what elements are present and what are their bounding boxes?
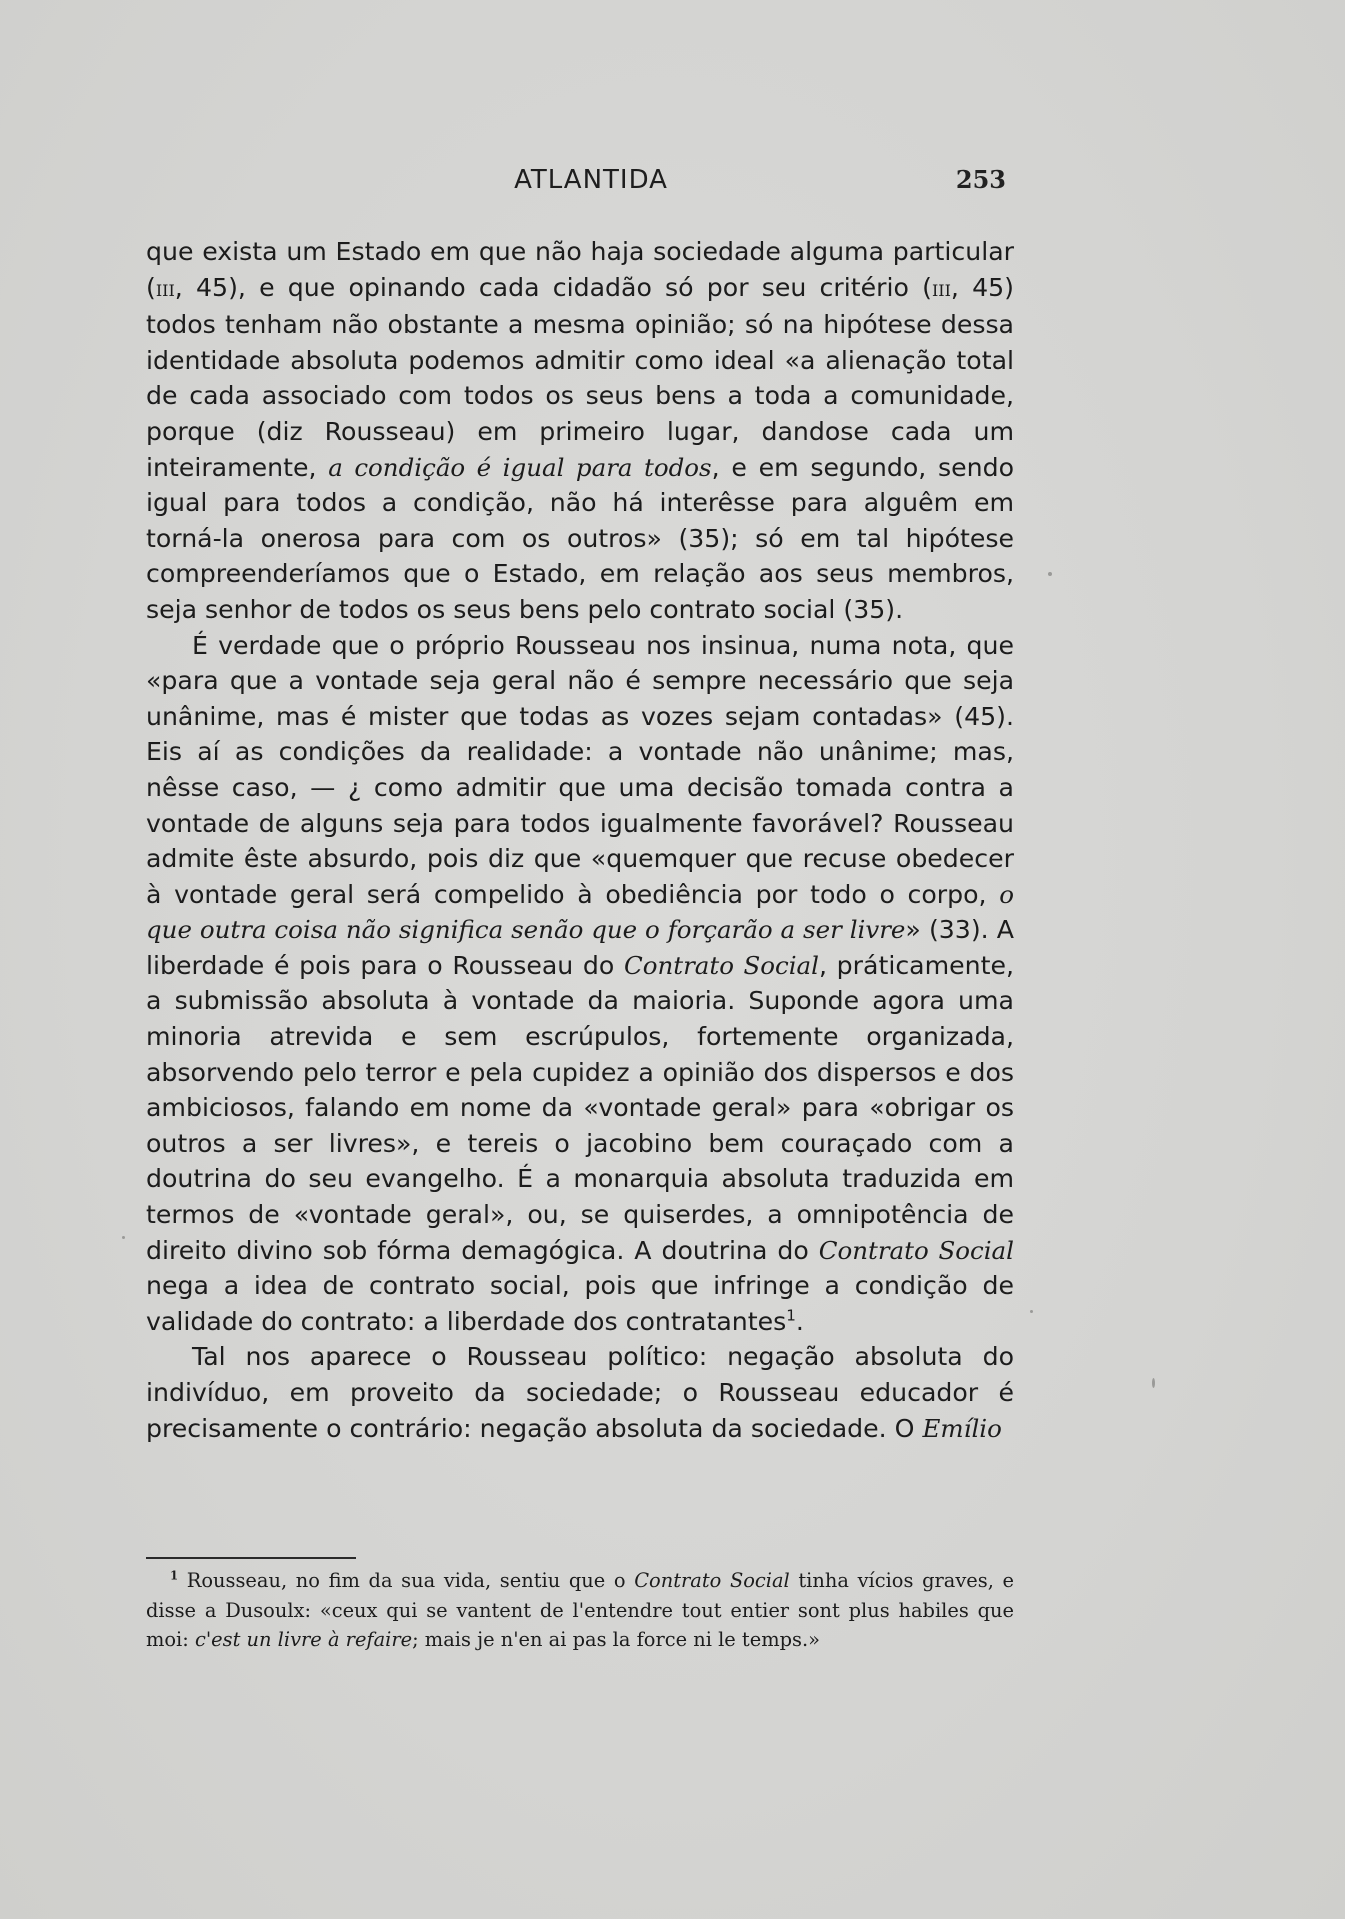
text-span: Rousseau, no fim da sua vida, sentiu que o — [178, 1569, 635, 1592]
text-span: nega a idea de contrato social, pois que infringe a condição de validade do contrato: a liberdade dos contratantes — [146, 1271, 1014, 1336]
text-span: É verdade que o próprio Rousseau nos insinua, numa nota, que «para que a vontade seja geral não é sempre necessário que seja unânime, mas é mister que todas as vozes sejam contadas» (45). Eis aí as condições da realidade: a vontade não unânime; mas, nêsse caso, — ¿ como admitir que uma decisão tomada contra a vontade de alguns seja para todos igualmente favorável? Rousseau admite êste absurdo, pois diz que «quemquer que recuse obedecer à vontade geral será compelido à obediência por todo o corpo, — [146, 630, 1014, 909]
paragraph — [146, 628, 1014, 1340]
footnote-reference: 1 — [786, 1306, 796, 1325]
paper-speck — [1152, 1378, 1155, 1388]
italic-span: Contrato Social — [623, 950, 819, 980]
text-span: que exista um Estado em que não haja sociedade alguma particular ( — [146, 237, 1014, 302]
book-reference: iii — [155, 275, 175, 302]
text-span: » (33). A liberdade é pois para o Rousseau do — [146, 915, 1014, 980]
italic-span: Contrato Social — [634, 1569, 790, 1592]
running-title: ATLANTIDA — [514, 165, 668, 195]
paper-speck — [1048, 572, 1052, 576]
text-span: , práticamente, a submissão absoluta à vontade da maioria. Suponde agora uma minoria atrevida e sem escrúpulos, fortemente organizada, absorvendo pelo terror e pela cupidez a opinião dos dispersos e dos ambiciosos, falando em nome da «vontade geral» para «obrigar os outros a ser livres», e tereis o jacobino bem couraçado com a doutrina do seu evangelho. É a monarquia absoluta traduzida em termos de «vontade geral», ou, se quiserdes, a omnipotência de direito divino sob fórma demagógica. A doutrina do — [146, 950, 1014, 1265]
footnote-divider — [146, 1557, 356, 1559]
paper-speck — [1030, 1310, 1033, 1313]
text-span: , e em segundo, sendo igual para todos a condição, não há interêsse para alguêm em torná-la onerosa para com os outros» (35); só em tal hipótese compreenderíamos que o Estado, em relação aos seus membros, seja senhor de todos os seus bens pelo contrato social (35). — [146, 452, 1014, 624]
italic-span: Emílio — [922, 1413, 1002, 1443]
italic-span: a condição é igual para todos — [328, 452, 712, 482]
italic-span: Contrato Social — [818, 1235, 1015, 1265]
paragraph — [146, 234, 1014, 628]
footnote — [146, 1566, 1014, 1655]
text-span: , 45) todos tenham não obstante a mesma opinião; só na hipótese dessa identidade absoluta podemos admitir como ideal «a alienação total de cada associado com todos os seus bens a toda a comunidade, porque (diz Rousseau) em primeiro lugar, dandose cada um inteiramente, — [146, 272, 1014, 482]
text-span: , 45), e que opinando cada cidadão só por seu critério ( — [174, 272, 932, 302]
text-span: ; mais je n'en ai pas la force ni le temps.» — [412, 1628, 820, 1652]
main-text — [146, 234, 1014, 1446]
book-reference: iii — [931, 275, 951, 302]
running-header — [146, 165, 1036, 201]
italic-span: c'est un livre à refaire — [194, 1628, 413, 1652]
footnote-marker: 1 — [170, 1568, 179, 1583]
paper-speck — [122, 1236, 125, 1239]
text-span: Tal nos aparece o Rousseau político: negação absoluta do indivíduo, em proveito da sociedade; o Rousseau educador é precisamente o contrário: negação absoluta da sociedade. O — [146, 1342, 1014, 1443]
paragraph — [146, 1339, 1014, 1446]
page-number: 253 — [955, 165, 1006, 194]
text-span: tinha vícios graves, e disse a Dusoulx: «ceux qui se vantent de l'entendre tout entier sont plus habiles que moi: — [146, 1569, 1014, 1652]
italic-span: o que outra coisa não significa senão que o forçarão a ser livre — [146, 879, 1014, 945]
footnote-text — [146, 1569, 1014, 1651]
text-span: . — [795, 1306, 804, 1336]
